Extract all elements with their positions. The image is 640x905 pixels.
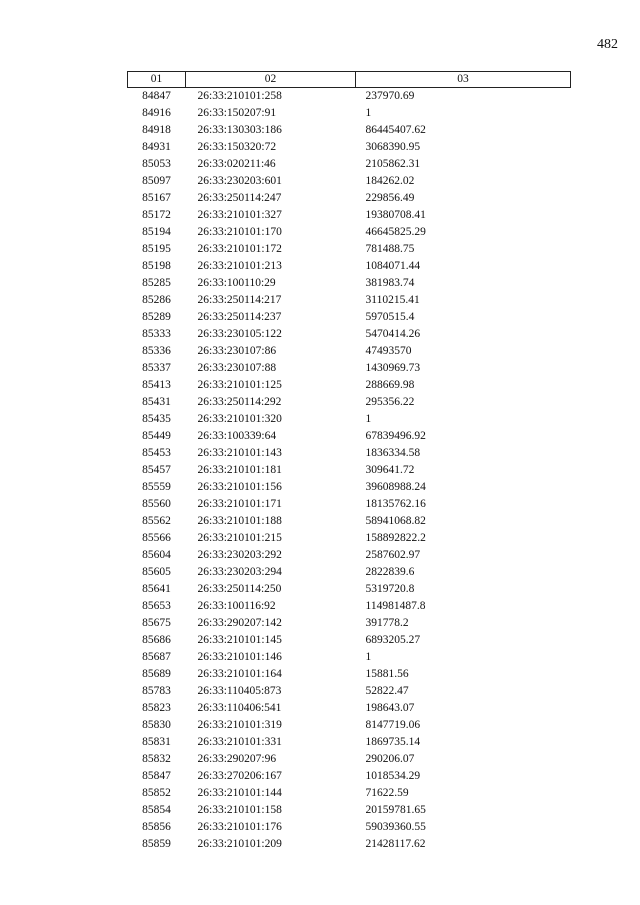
cell-cadastral-number: 26:33:210101:156 (197, 481, 282, 493)
cell-id: 85194 (142, 226, 171, 238)
cell-value: 3068390.95 (365, 141, 421, 153)
cell-id: 85449 (142, 430, 171, 442)
cell-value: 8147719.06 (365, 719, 421, 731)
cell-cadastral-number: 26:33:150207:91 (197, 107, 277, 119)
cell-value: 2587602.97 (365, 549, 421, 561)
table-header (128, 72, 571, 88)
cell-cadastral-number: 26:33:230107:88 (197, 362, 277, 374)
cell-value: 1084071.44 (365, 260, 421, 272)
cell-id: 85566 (142, 532, 171, 544)
cell-cadastral-number: 26:33:100110:29 (197, 277, 276, 289)
cell-value: 1430969.73 (365, 362, 421, 374)
cell-cadastral-number: 26:33:210101:327 (197, 209, 282, 221)
cell-cadastral-number: 26:33:230203:292 (197, 549, 282, 561)
cell-id: 85830 (142, 719, 171, 731)
cell-id: 85413 (142, 379, 171, 391)
cell-cadastral-number: 26:33:210101:215 (197, 532, 282, 544)
cell-id: 85831 (142, 736, 171, 748)
table-row (128, 547, 571, 564)
cell-value: 1 (365, 413, 372, 425)
cell-value: 114981487.8 (365, 600, 426, 612)
table-row (128, 513, 571, 530)
cell-cadastral-number: 26:33:210101:164 (197, 668, 282, 680)
cell-value: 309641.72 (365, 464, 415, 476)
table-row (128, 343, 571, 360)
cell-value: 391778.2 (365, 617, 409, 629)
table-row (128, 717, 571, 734)
cell-cadastral-number: 26:33:100116:92 (197, 600, 276, 612)
table-row (128, 122, 571, 139)
cell-id: 85689 (142, 668, 171, 680)
table-row (128, 581, 571, 598)
cell-cadastral-number: 26:33:290207:142 (197, 617, 282, 629)
cell-value: 229856.49 (365, 192, 415, 204)
cell-id: 85435 (142, 413, 171, 425)
cell-cadastral-number: 26:33:290207:96 (197, 753, 277, 765)
cell-id: 85336 (142, 345, 171, 357)
cell-value: 6893205.27 (365, 634, 421, 646)
cell-cadastral-number: 26:33:250114:292 (197, 396, 282, 408)
cell-id: 85333 (142, 328, 171, 340)
table-row (128, 105, 571, 122)
table-row (128, 734, 571, 751)
cell-cadastral-number: 26:33:210101:125 (197, 379, 282, 391)
cell-value: 1 (365, 107, 372, 119)
cell-value: 59039360.55 (365, 821, 426, 833)
cell-cadastral-number: 26:33:230203:294 (197, 566, 282, 578)
cell-id: 85856 (142, 821, 171, 833)
cell-cadastral-number: 26:33:210101:181 (197, 464, 282, 476)
cell-value: 58941068.82 (365, 515, 426, 527)
cell-value: 20159781.65 (365, 804, 426, 816)
cell-value: 198643.07 (365, 702, 415, 714)
table-row (128, 88, 571, 106)
page-number: 482 (597, 37, 618, 52)
table-row (128, 360, 571, 377)
cell-value: 3110215.41 (365, 294, 420, 306)
table-row (128, 241, 571, 258)
cell-id: 85854 (142, 804, 171, 816)
cell-cadastral-number: 26:33:210101:213 (197, 260, 282, 272)
cell-value: 5470414.26 (365, 328, 421, 340)
cell-cadastral-number: 26:33:100339:64 (197, 430, 277, 442)
cell-value: 19380708.41 (365, 209, 426, 221)
cell-cadastral-number: 26:33:210101:145 (197, 634, 282, 646)
cell-cadastral-number: 26:33:230203:601 (197, 175, 282, 187)
data-table (127, 71, 571, 853)
cell-cadastral-number: 26:33:210101:144 (197, 787, 282, 799)
column-header-02: 02 (186, 72, 356, 88)
table-row (128, 224, 571, 241)
table-row (128, 819, 571, 836)
cell-value: 184262.02 (365, 175, 415, 187)
table-row (128, 190, 571, 207)
cell-cadastral-number: 26:33:250114:250 (197, 583, 282, 595)
cell-value: 1018534.29 (365, 770, 421, 782)
cell-cadastral-number: 26:33:130303:186 (197, 124, 282, 136)
cell-cadastral-number: 26:33:230107:86 (197, 345, 277, 357)
cell-cadastral-number: 26:33:020211:46 (197, 158, 276, 170)
table-row (128, 649, 571, 666)
cell-cadastral-number: 26:33:230105:122 (197, 328, 282, 340)
column-header-03: 03 (356, 72, 571, 88)
cell-id: 85289 (142, 311, 171, 323)
table-row (128, 411, 571, 428)
table-row (128, 768, 571, 785)
cell-id: 84918 (142, 124, 171, 136)
cell-id: 85285 (142, 277, 171, 289)
cell-cadastral-number: 26:33:110405:873 (197, 685, 282, 697)
cell-id: 85286 (142, 294, 171, 306)
cell-cadastral-number: 26:33:150320:72 (197, 141, 277, 153)
cell-value: 47493570 (365, 345, 412, 357)
cell-id: 85198 (142, 260, 171, 272)
cell-id: 84931 (142, 141, 171, 153)
column-header-01: 01 (128, 72, 186, 88)
table-row (128, 428, 571, 445)
cell-id: 85823 (142, 702, 171, 714)
table-row (128, 377, 571, 394)
cell-value: 1836334.58 (365, 447, 421, 459)
cell-cadastral-number: 26:33:270206:167 (197, 770, 282, 782)
table-row (128, 309, 571, 326)
cell-id: 85167 (142, 192, 171, 204)
cell-value: 71622.59 (365, 787, 409, 799)
cell-cadastral-number: 26:33:210101:176 (197, 821, 282, 833)
table-row (128, 683, 571, 700)
cell-cadastral-number: 26:33:250114:247 (197, 192, 282, 204)
table-row (128, 326, 571, 343)
cell-id: 85687 (142, 651, 171, 663)
cell-value: 237970.69 (365, 90, 415, 102)
cell-id: 84847 (142, 90, 171, 102)
cell-cadastral-number: 26:33:210101:320 (197, 413, 282, 425)
table-row (128, 139, 571, 156)
cell-id: 85653 (142, 600, 171, 612)
table-row (128, 802, 571, 819)
cell-id: 85604 (142, 549, 171, 561)
cell-value: 295356.22 (365, 396, 415, 408)
cell-cadastral-number: 26:33:110406:541 (197, 702, 282, 714)
cell-id: 85783 (142, 685, 171, 697)
cell-cadastral-number: 26:33:210101:171 (197, 498, 282, 510)
cell-value: 381983.74 (365, 277, 415, 289)
table-row (128, 173, 571, 190)
table-row (128, 836, 571, 853)
table-row (128, 394, 571, 411)
cell-id: 85457 (142, 464, 171, 476)
cell-id: 85453 (142, 447, 171, 459)
table-row (128, 700, 571, 717)
cell-value: 781488.75 (365, 243, 415, 255)
cell-id: 85859 (142, 838, 171, 850)
table-body (128, 88, 571, 854)
cell-id: 85641 (142, 583, 171, 595)
table-row (128, 785, 571, 802)
table-row (128, 207, 571, 224)
cell-id: 85562 (142, 515, 171, 527)
cell-value: 52822.47 (365, 685, 409, 697)
cell-value: 290206.07 (365, 753, 415, 765)
cell-value: 5319720.8 (365, 583, 415, 595)
table-row (128, 479, 571, 496)
cell-value: 21428117.62 (365, 838, 426, 850)
table-row (128, 445, 571, 462)
cell-id: 85686 (142, 634, 171, 646)
cell-cadastral-number: 26:33:250114:217 (197, 294, 282, 306)
cell-id: 85605 (142, 566, 171, 578)
cell-value: 288669.98 (365, 379, 415, 391)
cell-cadastral-number: 26:33:210101:258 (197, 90, 282, 102)
cell-value: 18135762.16 (365, 498, 426, 510)
cell-id: 85431 (142, 396, 171, 408)
cell-id: 85337 (142, 362, 171, 374)
table-row (128, 564, 571, 581)
cell-value: 86445407.62 (365, 124, 426, 136)
cell-id: 85097 (142, 175, 171, 187)
cell-id: 84916 (142, 107, 171, 119)
table-row (128, 156, 571, 173)
cell-value: 2105862.31 (365, 158, 421, 170)
table-row (128, 275, 571, 292)
table-row (128, 496, 571, 513)
cell-id: 85847 (142, 770, 171, 782)
cell-id: 85832 (142, 753, 171, 765)
cell-id: 85195 (142, 243, 171, 255)
cell-value: 15881.56 (365, 668, 409, 680)
cell-value: 67839496.92 (365, 430, 426, 442)
table-row (128, 751, 571, 768)
cell-value: 1 (365, 651, 372, 663)
cell-value: 1869735.14 (365, 736, 421, 748)
cell-cadastral-number: 26:33:210101:172 (197, 243, 282, 255)
cell-cadastral-number: 26:33:210101:331 (197, 736, 282, 748)
table-row (128, 530, 571, 547)
table-row (128, 598, 571, 615)
cell-value: 5970515.4 (365, 311, 415, 323)
cell-value: 39608988.24 (365, 481, 426, 493)
cell-value: 158892822.2 (365, 532, 426, 544)
cell-value: 2822839.6 (365, 566, 415, 578)
cell-cadastral-number: 26:33:210101:146 (197, 651, 282, 663)
cell-id: 85560 (142, 498, 171, 510)
cell-cadastral-number: 26:33:210101:170 (197, 226, 282, 238)
table-row (128, 292, 571, 309)
header-row (128, 72, 571, 88)
table-row (128, 666, 571, 683)
cell-cadastral-number: 26:33:210101:188 (197, 515, 282, 527)
cell-id: 85675 (142, 617, 171, 629)
data-table-container (127, 71, 570, 853)
cell-id: 85852 (142, 787, 171, 799)
cell-id: 85172 (142, 209, 171, 221)
table-row (128, 462, 571, 479)
table-row (128, 258, 571, 275)
cell-cadastral-number: 26:33:250114:237 (197, 311, 282, 323)
cell-cadastral-number: 26:33:210101:158 (197, 804, 282, 816)
table-row (128, 615, 571, 632)
cell-id: 85559 (142, 481, 171, 493)
cell-value: 46645825.29 (365, 226, 426, 238)
cell-cadastral-number: 26:33:210101:143 (197, 447, 282, 459)
cell-cadastral-number: 26:33:210101:319 (197, 719, 282, 731)
cell-id: 85053 (142, 158, 171, 170)
table-row (128, 632, 571, 649)
cell-cadastral-number: 26:33:210101:209 (197, 838, 282, 850)
